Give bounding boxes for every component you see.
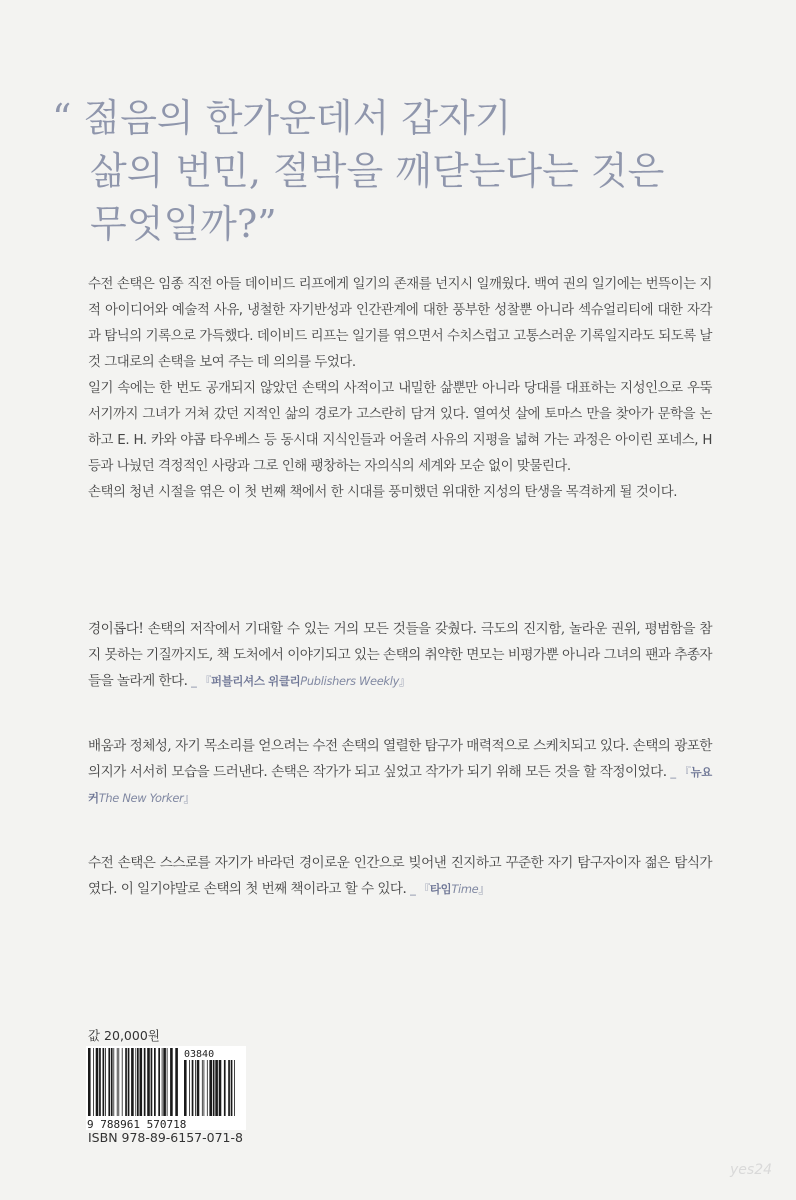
source-open-bracket: 『 bbox=[199, 674, 211, 688]
barcode-bar bbox=[99, 1048, 101, 1116]
pull-quote bbox=[52, 92, 752, 251]
review-text: 경이롭다! 손택의 저작에서 기대할 수 있는 거의 모든 것들을 갖췄다. 극도의 진지함, 놀라운 권위, 평범함을 참지 못하는 기질까지도, 책 도처에서 이야기되고 있는 손택의 취약한 면모는 비평가뿐 아니라 그녀의 팬과 추종자들을 놀라게 한다. bbox=[88, 621, 712, 689]
barcode-bar bbox=[113, 1048, 114, 1116]
source-name-ko: 퍼블리셔스 위클리 bbox=[211, 674, 301, 688]
barcode-bar bbox=[234, 1060, 235, 1116]
barcode-bar bbox=[163, 1048, 166, 1116]
barcode-bar bbox=[88, 1048, 91, 1116]
source-close-bracket: 』 bbox=[183, 791, 195, 805]
source-name-en: Time bbox=[451, 882, 479, 896]
barcode-bar bbox=[162, 1048, 163, 1116]
source-dash: _ bbox=[670, 765, 676, 779]
barcode-bar bbox=[105, 1048, 106, 1116]
source-name-ko: 뉴요커 bbox=[88, 765, 712, 805]
barcode-bar bbox=[147, 1048, 150, 1116]
barcode-bar bbox=[228, 1060, 230, 1116]
barcode-bar bbox=[158, 1048, 160, 1116]
barcode-bar bbox=[96, 1048, 99, 1116]
barcode-bar bbox=[224, 1060, 226, 1116]
barcode-bar bbox=[135, 1048, 136, 1116]
barcode-bar bbox=[122, 1048, 123, 1116]
price-label: 값 20,000원 bbox=[88, 1028, 160, 1043]
barcode-bar bbox=[93, 1048, 94, 1116]
barcode-bar bbox=[213, 1060, 215, 1116]
barcode-digits: 9 788961 570718 bbox=[87, 1118, 187, 1130]
source-dash: _ bbox=[191, 674, 197, 688]
barcode-addon-code: 03840 bbox=[184, 1049, 215, 1060]
book-summary bbox=[88, 272, 712, 506]
barcode-bar bbox=[103, 1048, 105, 1116]
barcode-bar bbox=[209, 1060, 212, 1116]
source-close-bracket: 』 bbox=[399, 674, 411, 688]
barcode-bar bbox=[151, 1048, 153, 1116]
review-time bbox=[88, 850, 712, 902]
barcode-bar bbox=[137, 1048, 139, 1116]
barcode-bar bbox=[117, 1048, 118, 1116]
review-text: 수전 손택은 스스로를 자기가 바라던 경이로운 인간으로 빚어낸 진지하고 꾸준한 자기 탐구자이자 젊은 탐식가였다. 이 일기야말로 손택의 첫 번째 책이라고 할 수 있다. bbox=[88, 855, 712, 897]
barcode-bar bbox=[167, 1048, 168, 1116]
barcode-bar bbox=[202, 1060, 203, 1116]
barcode-bar bbox=[154, 1048, 156, 1116]
review-source bbox=[410, 882, 489, 896]
source-name-en: The New Yorker bbox=[98, 791, 184, 805]
barcode-bar bbox=[108, 1048, 110, 1116]
isbn-number: ISBN 978-89-6157-071-8 bbox=[88, 1130, 243, 1145]
barcode-bar bbox=[118, 1048, 119, 1116]
summary-paragraph: 손택의 청년 시절을 엮은 이 첫 번째 책에서 한 시대를 풍미했던 위대한 지성의 탄생을 목격하게 될 것이다. bbox=[88, 485, 678, 500]
barcode-bar bbox=[128, 1048, 130, 1116]
watermark-logo: yes24 bbox=[730, 1162, 773, 1178]
source-name-ko: 타임 bbox=[429, 882, 452, 896]
review-source bbox=[191, 674, 410, 688]
pull-quote-line: 무엇일까?” bbox=[90, 202, 277, 246]
source-close-bracket: 』 bbox=[478, 882, 490, 896]
barcode-bar bbox=[204, 1060, 205, 1116]
pull-quote-line: 삶의 번민, 절박을 깨닫는다는 것은 bbox=[90, 149, 665, 193]
barcode bbox=[86, 1046, 246, 1130]
source-name-en: Publishers Weekly bbox=[300, 674, 400, 688]
summary-paragraph: 수전 손택은 임종 직전 아들 데이비드 리프에게 일기의 존재를 넌지시 일깨웠다. 백여 권의 일기에는 번뜩이는 지적 아이디어와 예술적 사유, 냉철한 자기반성과 인간관계에 대한 풍부한 성찰뿐 아니라 섹슈얼리티에 대한 자각과 탐닉의 기록으로 가득했다. 데이비드 리프는 일기를 엮으면서 수치스럽고 고통스러운 기록일지라도 되도록 날 것 그대로의 손택을 보여 주는 데 의의를 두었다. bbox=[88, 277, 712, 370]
barcode-bar bbox=[131, 1048, 134, 1116]
barcode-bar bbox=[111, 1048, 113, 1116]
barcode-bar bbox=[219, 1060, 222, 1116]
review-publishers-weekly bbox=[88, 616, 712, 694]
review-new-yorker bbox=[88, 733, 712, 811]
summary-paragraph: 일기 속에는 한 번도 공개되지 않았던 손택의 사적이고 내밀한 삶뿐만 아니라 당대를 대표하는 지성인으로 우뚝 서기까지 그녀가 거쳐 갔던 지적인 삶의 경로가 고스란히 담겨 있다. 열여섯 살에 토마스 만을 찾아가 문학을 논하고 E. H. 카와 야콥 타우베스 등 동시대 지식인들과 어울려 사유의 지평을 넓혀 가는 과정은 아이린 포네스, H 등과 나눴던 격정적인 사랑과 그로 인해 팽창하는 자의식의 세계와 모순 없이 맞물린다. bbox=[88, 381, 712, 474]
barcode-bar bbox=[215, 1060, 218, 1116]
source-open-bracket: 『 bbox=[418, 882, 430, 896]
barcode-bar bbox=[207, 1060, 208, 1116]
source-dash: _ bbox=[410, 882, 416, 896]
barcode-bar bbox=[192, 1060, 194, 1116]
barcode-bar bbox=[195, 1060, 196, 1116]
review-text: 배움과 정체성, 자기 목소리를 얻으려는 수전 손택의 열렬한 탐구가 매력적으로 스케치되고 있다. 손택의 광포한 의지가 서서히 모습을 드러낸다. 손택은 작가가 되고 싶었고 작가가 되기 위해 모든 것을 할 작정이었다. bbox=[88, 738, 712, 780]
barcode-bar bbox=[189, 1060, 190, 1116]
barcode-bar bbox=[140, 1048, 143, 1116]
barcode-bar bbox=[184, 1060, 187, 1116]
barcode-bar bbox=[125, 1048, 127, 1116]
source-open-bracket: 『 bbox=[679, 765, 691, 779]
pull-quote-line: “ 젊음의 한가운데서 갑자기 bbox=[52, 96, 512, 140]
barcode-bar bbox=[144, 1048, 146, 1116]
barcode-bar bbox=[175, 1048, 178, 1116]
barcode-bar bbox=[170, 1048, 173, 1116]
barcode-bar bbox=[197, 1060, 200, 1116]
barcode-bar bbox=[231, 1060, 233, 1116]
